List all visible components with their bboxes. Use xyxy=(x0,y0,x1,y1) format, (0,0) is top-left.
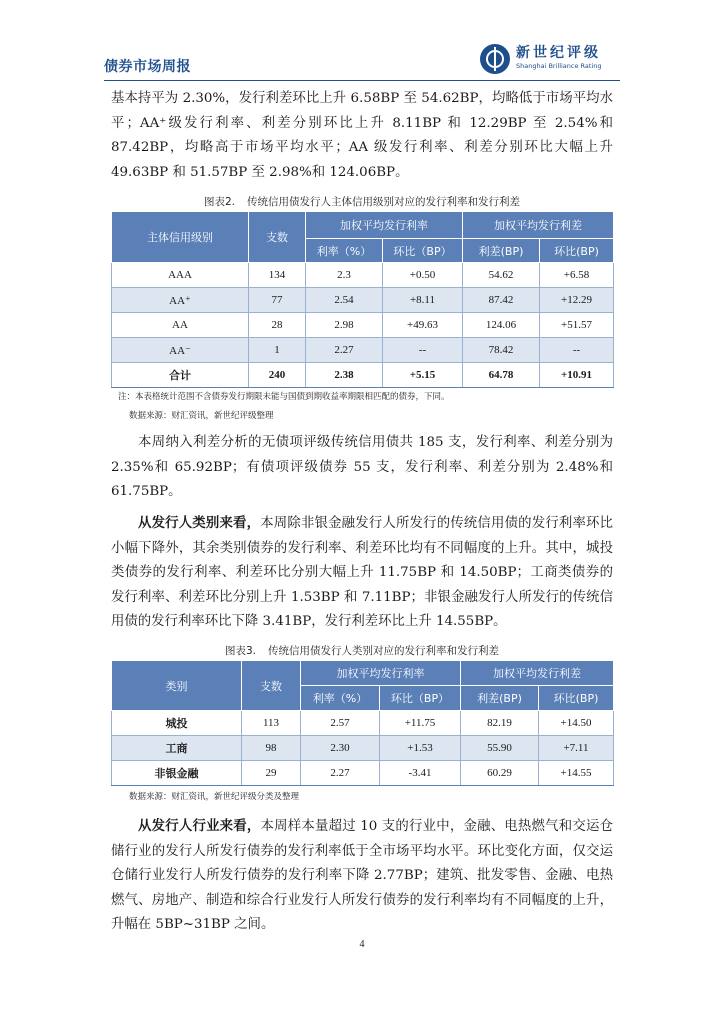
paragraph-rating-summary: 基本持平为 2.30%，发行利差环比上升 6.58BP 至 54.62BP，均略低于市场平均水平；AA⁺级发行利率、利差分别环比上升 8.11BP 和 12.29BP 至 2.54%和 87.42BP，均略高于市场平均水平；AA 级发行利率、利差分别环比大幅上升 49.63BP 和 51.57BP 至 2.98%和 124.06BP。 xyxy=(111,91,613,180)
logo-en-text: Shanghai Brilliance Rating xyxy=(516,62,602,70)
table-cell: 98 xyxy=(242,736,301,761)
table3-header-spread-group: 加权平均发行利差 xyxy=(461,661,614,686)
company-logo xyxy=(480,42,620,76)
paragraph-issuer-industry xyxy=(111,815,613,938)
table-cell: 29 xyxy=(242,761,301,786)
table2-caption-number: 图表2. xyxy=(203,196,236,208)
logo-emblem-icon xyxy=(480,44,510,74)
table-cell: 240 xyxy=(249,363,306,388)
table-cell: +8.11 xyxy=(383,288,463,313)
table-cell: 城投 xyxy=(112,711,242,736)
table-row xyxy=(112,263,614,288)
table-cell: 2.54 xyxy=(306,288,383,313)
table-cell: 82.19 xyxy=(461,711,539,736)
table-cell: 2.27 xyxy=(306,338,383,363)
table3-caption-number: 图表3. xyxy=(224,645,257,657)
table2-header-rate-group: 加权平均发行利率 xyxy=(306,212,463,239)
table-row xyxy=(112,338,614,363)
table2-header-rate: 利率（%） xyxy=(306,239,383,263)
table2-header-spread-change: 环比(BP) xyxy=(540,239,614,263)
table2-header-count: 支数 xyxy=(249,212,306,263)
table-cell: -3.41 xyxy=(380,761,461,786)
table3-header-spread-change: 环比(BP) xyxy=(539,686,614,711)
table2-note: 注：本表格统计范围不含债券发行期限未能与国债到期收益率期限相匹配的债券，下同。 xyxy=(118,392,450,402)
table-cell: AA⁻ xyxy=(112,338,249,363)
table2-header-rating: 主体信用级别 xyxy=(112,212,249,263)
table-cell: 2.30 xyxy=(301,736,380,761)
table-row xyxy=(112,761,614,786)
table2-source: 数据来源：财汇资讯，新世纪评级整理 xyxy=(129,411,274,421)
table-cell: 77 xyxy=(249,288,306,313)
paragraph-issuer-type xyxy=(111,512,613,635)
table-cell: AAA xyxy=(112,263,249,288)
table2-caption xyxy=(111,194,613,209)
table-cell: 87.42 xyxy=(463,288,540,313)
table3-header-rate-change: 环比（BP） xyxy=(380,686,461,711)
table-cell: +11.75 xyxy=(380,711,461,736)
table-cell: +14.55 xyxy=(539,761,614,786)
table2-header-spread-group: 加权平均发行利差 xyxy=(463,212,614,239)
report-title: 债券市场周报 xyxy=(104,59,191,75)
table-cell: +14.50 xyxy=(539,711,614,736)
table-cell: -- xyxy=(383,338,463,363)
table-cell: 64.78 xyxy=(463,363,540,388)
table-cell: +7.11 xyxy=(539,736,614,761)
table3-header-category: 类别 xyxy=(112,661,242,711)
table-cell: +5.15 xyxy=(383,363,463,388)
table3-header-count: 支数 xyxy=(242,661,301,711)
table-cell: 2.57 xyxy=(301,711,380,736)
table3-caption xyxy=(111,643,613,658)
table-cell: 55.90 xyxy=(461,736,539,761)
page-header xyxy=(104,40,620,81)
table-row xyxy=(112,736,614,761)
table-cell: 2.3 xyxy=(306,263,383,288)
table-cell: +1.53 xyxy=(380,736,461,761)
table-cell: 78.42 xyxy=(463,338,540,363)
table-cell: +0.50 xyxy=(383,263,463,288)
table-cell: 28 xyxy=(249,313,306,338)
table-cell: 1 xyxy=(249,338,306,363)
table2-header-rate-change: 环比（BP） xyxy=(383,239,463,263)
table-cell: 113 xyxy=(242,711,301,736)
table3-caption-text: 传统信用债发行人类别对应的发行利率和发行利差 xyxy=(268,645,500,657)
table3-source: 数据来源：财汇资讯，新世纪评级分类及整理 xyxy=(129,792,300,802)
table-row xyxy=(112,313,614,338)
paragraph-issuer-type-body: 本周除非银金融发行人所发行的传统信用债的发行利率环比小幅下降外，其余类别债券的发行利率、利差环比均有不同幅度的上升。其中，城投类债券的发行利率、利差环比分别大幅上升 11.75BP 和 14.50BP；工商类债券的发行利率、利差环比分别上升 1.53BP 和 7.11BP；非银金融发行人所发行的传统信用债的发行利率环比下降 3.41BP，发行利差环比上升 14.55BP。 xyxy=(111,516,614,629)
table-row xyxy=(112,711,614,736)
paragraph-issuer-industry-body: 本周样本量超过 10 支的行业中，金融、电热燃气和交运仓储行业的发行人所发行债券的发行利率低于全市场平均水平。环比变化方面，仅交运仓储行业发行人所发行债券的发行利率下降 2.77BP；建筑、批发零售、金融、电热燃气、房地产、制造和综合行业发行人所发行债券的发行利率均有不同幅度的上升，升幅在 5BP~31BP 之间。 xyxy=(111,819,613,932)
table2-caption-text: 传统信用债发行人主体信用级别对应的发行利率和发行利差 xyxy=(247,196,521,208)
table-cell: +49.63 xyxy=(383,313,463,338)
table-cell: 2.27 xyxy=(301,761,380,786)
table-cell: 2.98 xyxy=(306,313,383,338)
table2-header-spread: 利差(BP) xyxy=(463,239,540,263)
table-cell: +12.29 xyxy=(540,288,614,313)
table-cell: 工商 xyxy=(112,736,242,761)
table-cell: 54.62 xyxy=(463,263,540,288)
table-total-row xyxy=(112,363,614,388)
table-cell: AA xyxy=(112,313,249,338)
table-cell: 60.29 xyxy=(461,761,539,786)
table-cell: 124.06 xyxy=(463,313,540,338)
table-cell: +10.91 xyxy=(540,363,614,388)
paragraph-rated-unrated: 本周纳入利差分析的无债项评级传统信用债共 185 支，发行利率、利差分别为 2.35%和 65.92BP；有债项评级债券 55 支，发行利率、利差分别为 2.48%和 61.75BP。 xyxy=(111,435,613,499)
table-rating-spread xyxy=(111,211,614,388)
table3-header-rate-group: 加权平均发行利率 xyxy=(301,661,461,686)
table-cell: +6.58 xyxy=(540,263,614,288)
table3-header-spread: 利差(BP) xyxy=(461,686,539,711)
logo-cn-text: 新世纪评级 xyxy=(516,45,601,61)
table-cell: 2.38 xyxy=(306,363,383,388)
table-row xyxy=(112,288,614,313)
table3-header-rate: 利率（%） xyxy=(301,686,380,711)
table-issuer-type-spread xyxy=(111,660,614,786)
table-cell: AA⁺ xyxy=(112,288,249,313)
table-cell: +51.57 xyxy=(540,313,614,338)
table-cell: -- xyxy=(540,338,614,363)
paragraph-issuer-industry-lead: 从发行人行业来看， xyxy=(138,819,261,834)
page-number: 4 xyxy=(359,939,365,950)
table-cell: 合计 xyxy=(112,363,249,388)
paragraph-issuer-type-lead: 从发行人类别来看， xyxy=(138,516,261,531)
table-cell: 134 xyxy=(249,263,306,288)
table-cell: 非银金融 xyxy=(112,761,242,786)
